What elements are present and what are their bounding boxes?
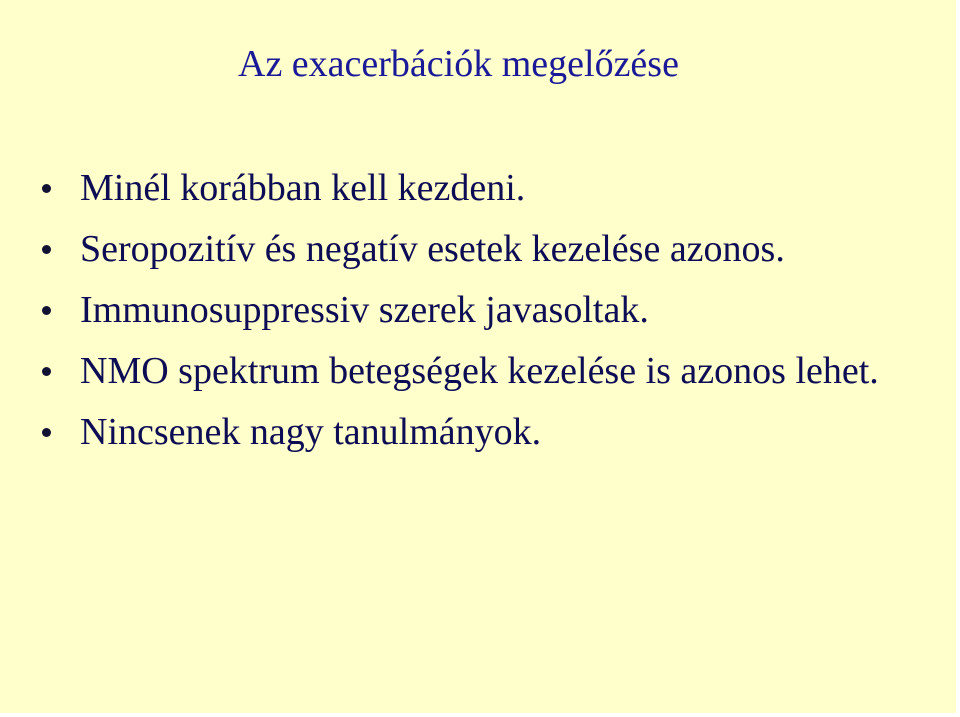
- bullet-item: [0, 166, 880, 210]
- bullet-text: Minél korábban kell kezdeni.: [80, 167, 526, 209]
- bullet-text: NMO spektrum betegségek kezelése is azonos lehet.: [80, 350, 879, 392]
- bullet-item: [0, 410, 880, 454]
- bullet-item: [0, 349, 880, 393]
- bullet-dot-icon: [42, 245, 51, 254]
- bullet-dot-icon: [42, 367, 51, 376]
- slide-title: Az exacerbációk megelőzése: [238, 43, 679, 85]
- bullet-text: Immunosuppressiv szerek javasoltak.: [80, 289, 649, 331]
- bullet-item: [0, 227, 880, 271]
- bullet-text: Seropozitív és negatív esetek kezelése azonos.: [80, 228, 785, 270]
- bullet-dot-icon: [42, 184, 51, 193]
- bullet-item: [0, 288, 880, 332]
- bullet-text: Nincsenek nagy tanulmányok.: [80, 411, 542, 453]
- bullet-dot-icon: [42, 306, 51, 315]
- bullet-list: [0, 166, 880, 471]
- bullet-dot-icon: [42, 428, 51, 437]
